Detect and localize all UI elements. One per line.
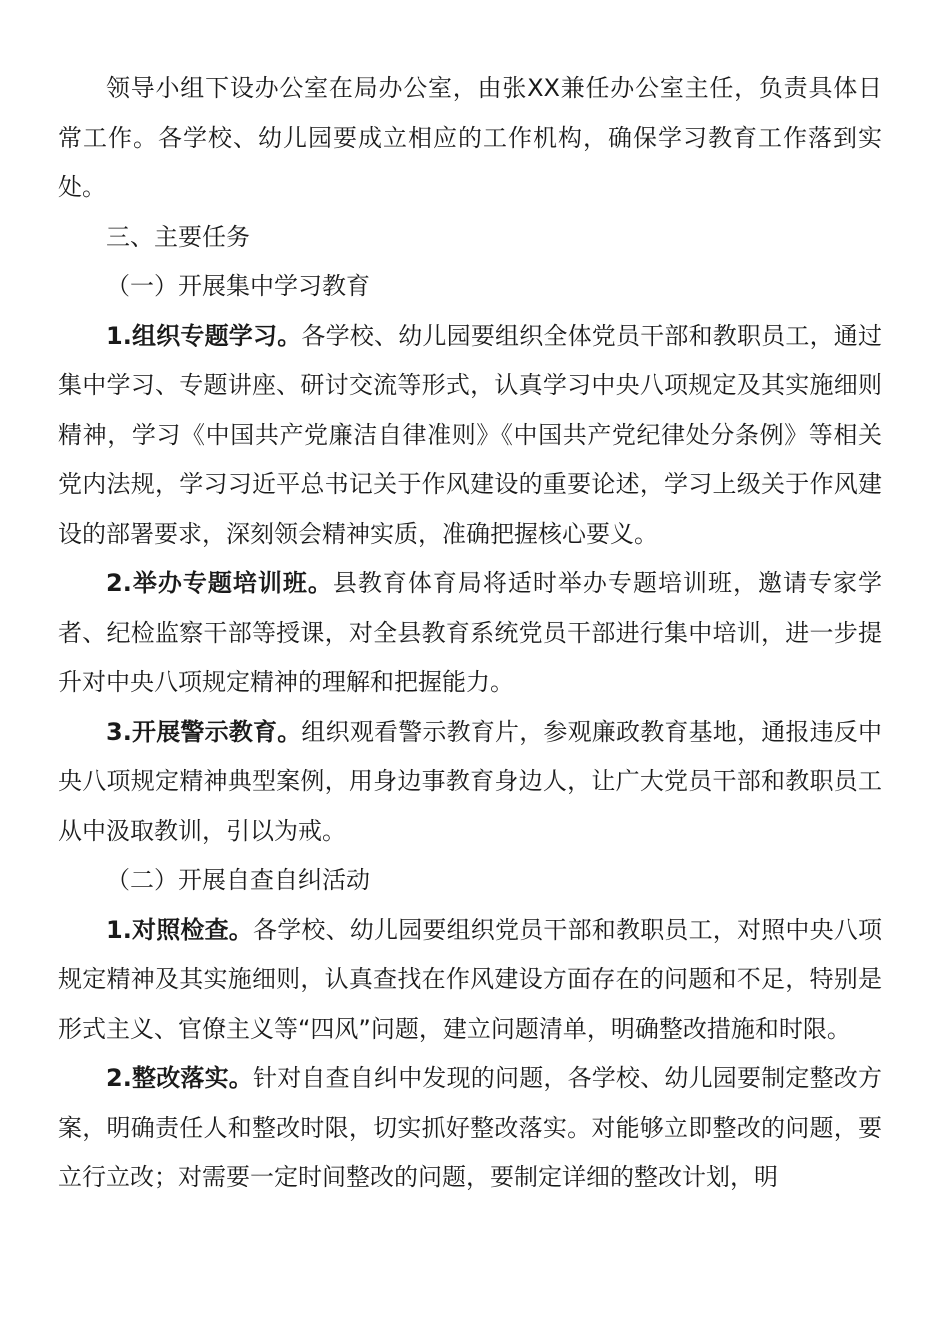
paragraph-rectification [58,1054,882,1203]
subsection-heading-study-education [58,262,882,312]
subsection-heading-self-inspection [58,856,882,906]
heading-text: 三、主要任务 [106,222,250,251]
paragraph-office-setup [58,64,882,213]
paragraph-lead: 1.对照检查。 [106,915,254,944]
paragraph-lead: 2.整改落实。 [106,1064,254,1092]
heading-text: （一）开展集中学习教育 [106,272,370,300]
paragraph-warning-education [58,708,882,857]
paragraph-lead: 1.组织专题学习。 [106,321,302,350]
paragraph-text: 县教育体育局将适时举办专题培训班，邀请专家学者、纪检监察干部等授课，对全县教育系统党员干部进行集中培训，进一步提升对中央八项规定精神的理解和把握能力。 [58,569,882,696]
paragraph-check-against [58,906,882,1055]
paragraph-text: 针对自查自纠中发现的问题，各学校、幼儿园要制定整改方案，明确责任人和整改时限，切实抓好整改落实。对能够立即整改的问题，要立行立改；对需要一定时间整改的问题，要制定详细的整改计划，明 [58,1064,882,1191]
section-heading-main-tasks [58,213,882,263]
paragraph-topic-study [58,312,882,560]
paragraph-text: 领导小组下设办公室在局办公室，由张XX兼任办公室主任，负责具体日常工作。各学校、幼儿园要成立相应的工作机构，确保学习教育工作落到实处。 [58,74,882,201]
paragraph-text: 各学校、幼儿园要组织全体党员干部和教职员工，通过集中学习、专题讲座、研讨交流等形式，认真学习中央八项规定及其实施细则精神，学习《中国共产党廉洁自律准则》《中国共产党纪律处分条例》等相关党内法规，学习习近平总书记关于作风建设的重要论述，学习上级关于作风建设的部署要求，深刻领会精神实质，准确把握核心要义。 [58,321,882,548]
document-page [58,64,882,1203]
paragraph-text: 组织观看警示教育片，参观廉政教育基地，通报违反中央八项规定精神典型案例，用身边事教育身边人，让广大党员干部和教职员工从中汲取教训，引以为戒。 [58,717,882,845]
paragraph-lead: 3.开展警示教育。 [106,717,302,746]
paragraph-text: 各学校、幼儿园要组织党员干部和教职员工，对照中央八项规定精神及其实施细则，认真查找在作风建设方面存在的问题和不足，特别是形式主义、官僚主义等“四风”问题，建立问题清单，明确整改措施和时限。 [58,915,882,1043]
paragraph-training-class [58,559,882,708]
heading-text: （二）开展自查自纠活动 [106,866,370,894]
paragraph-lead: 2.举办专题培训班。 [106,569,333,597]
